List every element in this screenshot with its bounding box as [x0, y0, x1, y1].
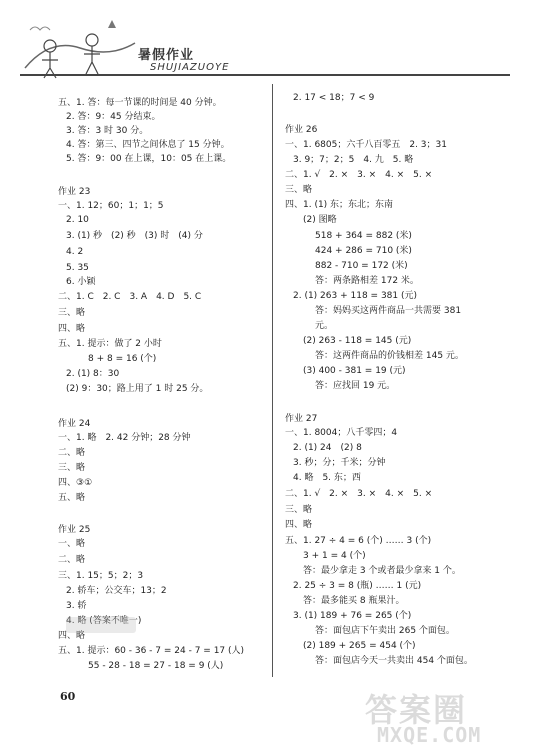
answer-line: 3. (1) 秒 (2) 秒 (3) 时 (4) 分 [66, 231, 203, 241]
answer-line: 作业 26 [285, 125, 318, 135]
answer-line: 4. 略 5. 东；西 [293, 473, 361, 483]
answer-line: 55 - 28 - 18 = 27 - 18 = 9 (人) [88, 661, 224, 671]
answer-line: 3. 秒；分；千米；分钟 [293, 458, 386, 468]
answer-line: 作业 25 [58, 525, 91, 535]
answer-line: 518 + 364 = 882 (米) [315, 231, 412, 241]
answer-line: 答：这两件商品的价钱相差 145 元。 [315, 351, 464, 361]
answer-line: 4. 2 [66, 247, 84, 257]
children-illustration-icon [20, 18, 140, 80]
answer-line: 2. (1) 263 + 118 = 381 (元) [293, 291, 418, 301]
answer-line: 3. 9；7；2；5 4. 九 5. 略 [293, 155, 414, 165]
answer-line: 2. (1) 24 (2) 8 [293, 443, 362, 453]
answer-line: 三、略 [58, 308, 86, 318]
watermark-url: MXQE.COM [377, 723, 482, 747]
answer-line: (3) 400 - 381 = 19 (元) [303, 366, 406, 376]
answer-line: 二、1. C 2. C 3. A 4. D 5. C [58, 292, 202, 302]
answer-line: 四、略 [285, 520, 313, 530]
answer-line: 二、1. √ 2. × 3. × 4. × 5. × [285, 489, 433, 499]
answer-line: 3 + 1 = 4 (个) [303, 551, 366, 561]
answer-line: 2. 轿车；公交车；13；2 [66, 586, 167, 596]
answer-line: 882 - 710 = 172 (米) [315, 261, 408, 271]
answer-line: 四、③① [58, 478, 93, 488]
answer-line: 答：妈妈买这两件商品一共需要 381 [315, 306, 462, 316]
answer-line: 6. 小颖 [66, 277, 96, 287]
answer-line: 一、1. 12；60；1；1；5 [58, 201, 164, 211]
answer-line: 元。 [315, 321, 334, 331]
answer-line: 2. (1) 8：30 [66, 369, 120, 379]
answer-line: 5. 答：9：00 在上课，10：05 在上课。 [66, 154, 232, 164]
answer-line: 答：面包店今天一共卖出 454 个面包。 [315, 656, 473, 666]
answer-line: 二、略 [58, 555, 86, 565]
brand-subtitle: SHUJIAZUOYE [150, 62, 230, 73]
answer-line: 3. 答：3 时 30 分。 [66, 126, 149, 136]
answer-line: 四、1. (1) 东；东北；东南 [285, 200, 394, 210]
answer-line: 答：应找回 19 元。 [315, 381, 396, 391]
header-rule [20, 74, 510, 76]
answer-line: 一、略 [58, 539, 86, 549]
answer-line: (2) 189 + 265 = 454 (个) [303, 641, 416, 651]
column-divider [272, 84, 273, 677]
answer-line: 二、1. √ 2. × 3. × 4. × 5. × [285, 170, 433, 180]
answer-line: 作业 24 [58, 419, 91, 429]
answer-line: 3. (1) 189 + 76 = 265 (个) [293, 611, 412, 621]
answer-line: 答：最多能买 8 瓶果汁。 [303, 596, 405, 606]
answer-line: 五、1. 提示：60 - 36 - 7 = 24 - 7 = 17 (人) [58, 646, 245, 656]
answer-line: 五、1. 27 ÷ 4 = 6 (个) …… 3 (个) [285, 536, 432, 546]
answer-line: 答：最少拿走 3 个或者最少拿来 1 个。 [303, 566, 461, 576]
answer-line: 二、略 [58, 448, 86, 458]
answer-line: 三、略 [58, 463, 86, 473]
answer-line: 8 + 8 = 16 (个) [88, 354, 157, 364]
answer-line: 三、1. 15；5；2；3 [58, 571, 144, 581]
watermark [365, 685, 545, 745]
page-number: 60 [60, 690, 76, 703]
page-header [0, 0, 550, 90]
answer-line: 3. 轿 [66, 601, 87, 611]
answer-line: 2. 答：9：45 分结束。 [66, 112, 161, 122]
answer-line: 一、1. 6805；六千八百零五 2. 3；31 [285, 140, 447, 150]
answer-line: 424 + 286 = 710 (米) [315, 246, 412, 256]
answer-line: 五、略 [58, 493, 86, 503]
answer-line: 4. 答：第三、四节之间休息了 15 分钟。 [66, 140, 230, 150]
answer-line: 三、略 [285, 185, 313, 195]
watermark-text: 答案圈 [365, 691, 468, 729]
answer-line: 四、略 [58, 631, 86, 641]
answer-line: 三、略 [285, 505, 313, 515]
faint-stamp [66, 617, 136, 633]
answer-line: 一、1. 略 2. 42 分钟；28 分钟 [58, 433, 191, 443]
answer-line: 5. 35 [66, 263, 89, 273]
answer-line: 四、略 [58, 324, 86, 334]
answer-line: 2. 17 < 18；7 < 9 [293, 93, 375, 103]
answer-line: (2) 263 - 118 = 145 (元) [303, 336, 412, 346]
answer-line: 答：面包店下午卖出 265 个面包。 [315, 626, 455, 636]
answer-line: 答：两条路相差 172 米。 [315, 276, 419, 286]
answer-line: 五、1. 答：每一节课的时间是 40 分钟。 [58, 98, 222, 108]
answer-line: 4. 略 (答案不唯一) [66, 616, 142, 626]
answer-line: (2) 图略 [303, 215, 337, 225]
answer-line: 2. 25 ÷ 3 = 8 (瓶) …… 1 (元) [293, 581, 422, 591]
answer-line: 五、1. 提示：做了 2 小时 [58, 339, 162, 349]
answer-line: (2) 9：30；路上用了 1 时 25 分。 [66, 384, 209, 394]
answer-line: 2. 10 [66, 215, 89, 225]
answer-line: 作业 23 [58, 187, 91, 197]
answer-line: 一、1. 8004；八千零四；4 [285, 428, 398, 438]
brand-title: 暑假作业 [138, 48, 195, 63]
answer-line: 作业 27 [285, 414, 318, 424]
